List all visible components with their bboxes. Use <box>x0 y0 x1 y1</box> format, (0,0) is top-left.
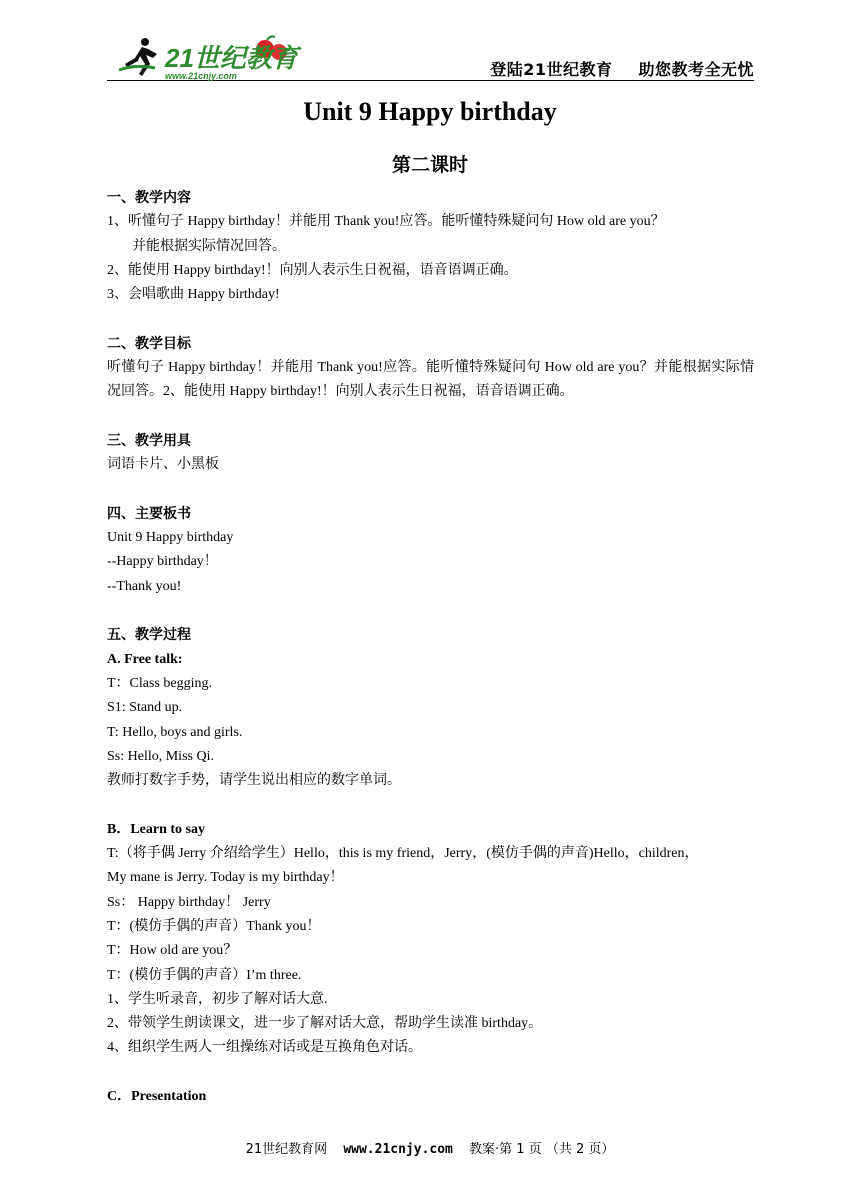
text-paragraph: 听懂句子 Happy birthday！并能用 Thank you!应答。能听懂特殊疑问句 How old are you？并能根据实际情况回答。2、能使用 Happy birthday!！向别人表示生日祝福，语音语调正确。 <box>107 360 754 400</box>
text-line: My mane is Jerry. Today is my birthday！ <box>107 870 344 886</box>
site-logo <box>115 34 315 82</box>
text-line: T：How old are you？ <box>107 943 238 959</box>
text-line: S1: Stand up. <box>107 700 183 716</box>
subsection-heading: B．Learn to say <box>107 821 205 837</box>
section-heading: 一、教学内容 <box>107 190 191 206</box>
text-line: 3、会唱歌曲 Happy birthday! <box>107 287 280 303</box>
text-line: 1、听懂句子 Happy birthday！并能用 Thank you!应答。能听懂特殊疑问句 How old are you？ <box>107 214 665 230</box>
section-heading: 四、主要板书 <box>107 505 191 522</box>
footer-left: 21世纪教育网 <box>245 1142 328 1157</box>
text-line: Ss： Happy birthday！ Jerry <box>107 894 271 910</box>
text-line: Ss: Hello, Miss Qi. <box>107 748 214 764</box>
subsection-heading: C．Presentation <box>107 1088 207 1104</box>
text-line: 2、带领学生朗读课文，进一步了解对话大意，帮助学生读准 birthday。 <box>107 1016 543 1032</box>
page-footer <box>0 1138 860 1157</box>
text-line: 2、能使用 Happy birthday!！向别人表示生日祝福，语音语调正确。 <box>107 262 518 278</box>
section-heading: 二、教学目标 <box>107 335 191 352</box>
text-line: 教师打数字手势，请学生说出相应的数字单词。 <box>107 773 401 789</box>
text-line: --Happy birthday！ <box>107 554 218 570</box>
text-line: 并能根据实际情况回答。 <box>132 238 286 254</box>
text-line: --Thank you! <box>107 578 182 594</box>
section-heading: 五、教学过程 <box>107 627 191 644</box>
header-slogans <box>464 57 754 80</box>
text-line: T: Hello, boys and girls. <box>107 724 243 740</box>
svg-text:www.21cnjy.com: www.21cnjy.com <box>165 71 237 81</box>
document-body <box>107 186 754 1109</box>
text-line: Unit 9 Happy birthday <box>107 530 234 546</box>
document-title: Unit 9 Happy birthday <box>303 97 557 126</box>
text-line: 4、组织学生两人一组操练对话或是互换角色对话。 <box>107 1040 422 1056</box>
svg-text:21世纪教育: 21世纪教育 <box>165 43 298 73</box>
text-line: T：Class begging. <box>107 675 212 691</box>
footer-page-info: 教案·第 1 页 （共 2 页） <box>469 1142 615 1157</box>
slogan-right: 助您教考全无忧 <box>638 60 754 79</box>
runner-icon <box>125 38 157 76</box>
page-header <box>107 30 754 81</box>
text-line: T：(模仿手偶的声音）I’m three. <box>107 967 302 983</box>
footer-site-link[interactable]: www.21cnjy.com <box>343 1142 453 1157</box>
slogan-left: 登陆21世纪教育 <box>490 60 613 79</box>
text-line: T：(模仿手偶的声音）Thank you！ <box>107 918 321 934</box>
section-heading: 三、教学用具 <box>107 432 191 449</box>
document-subtitle: 第二课时 <box>391 154 468 176</box>
text-line: 词语卡片、小黑板 <box>107 457 219 473</box>
subsection-heading: A. Free talk: <box>107 651 183 667</box>
text-line: T:（将手偶 Jerry 介绍给学生）Hello，this is my friend，Jerry，(模仿手偶的声音)Hello，children， <box>107 846 699 862</box>
text-line: 1、学生听录音，初步了解对话大意. <box>107 991 328 1007</box>
